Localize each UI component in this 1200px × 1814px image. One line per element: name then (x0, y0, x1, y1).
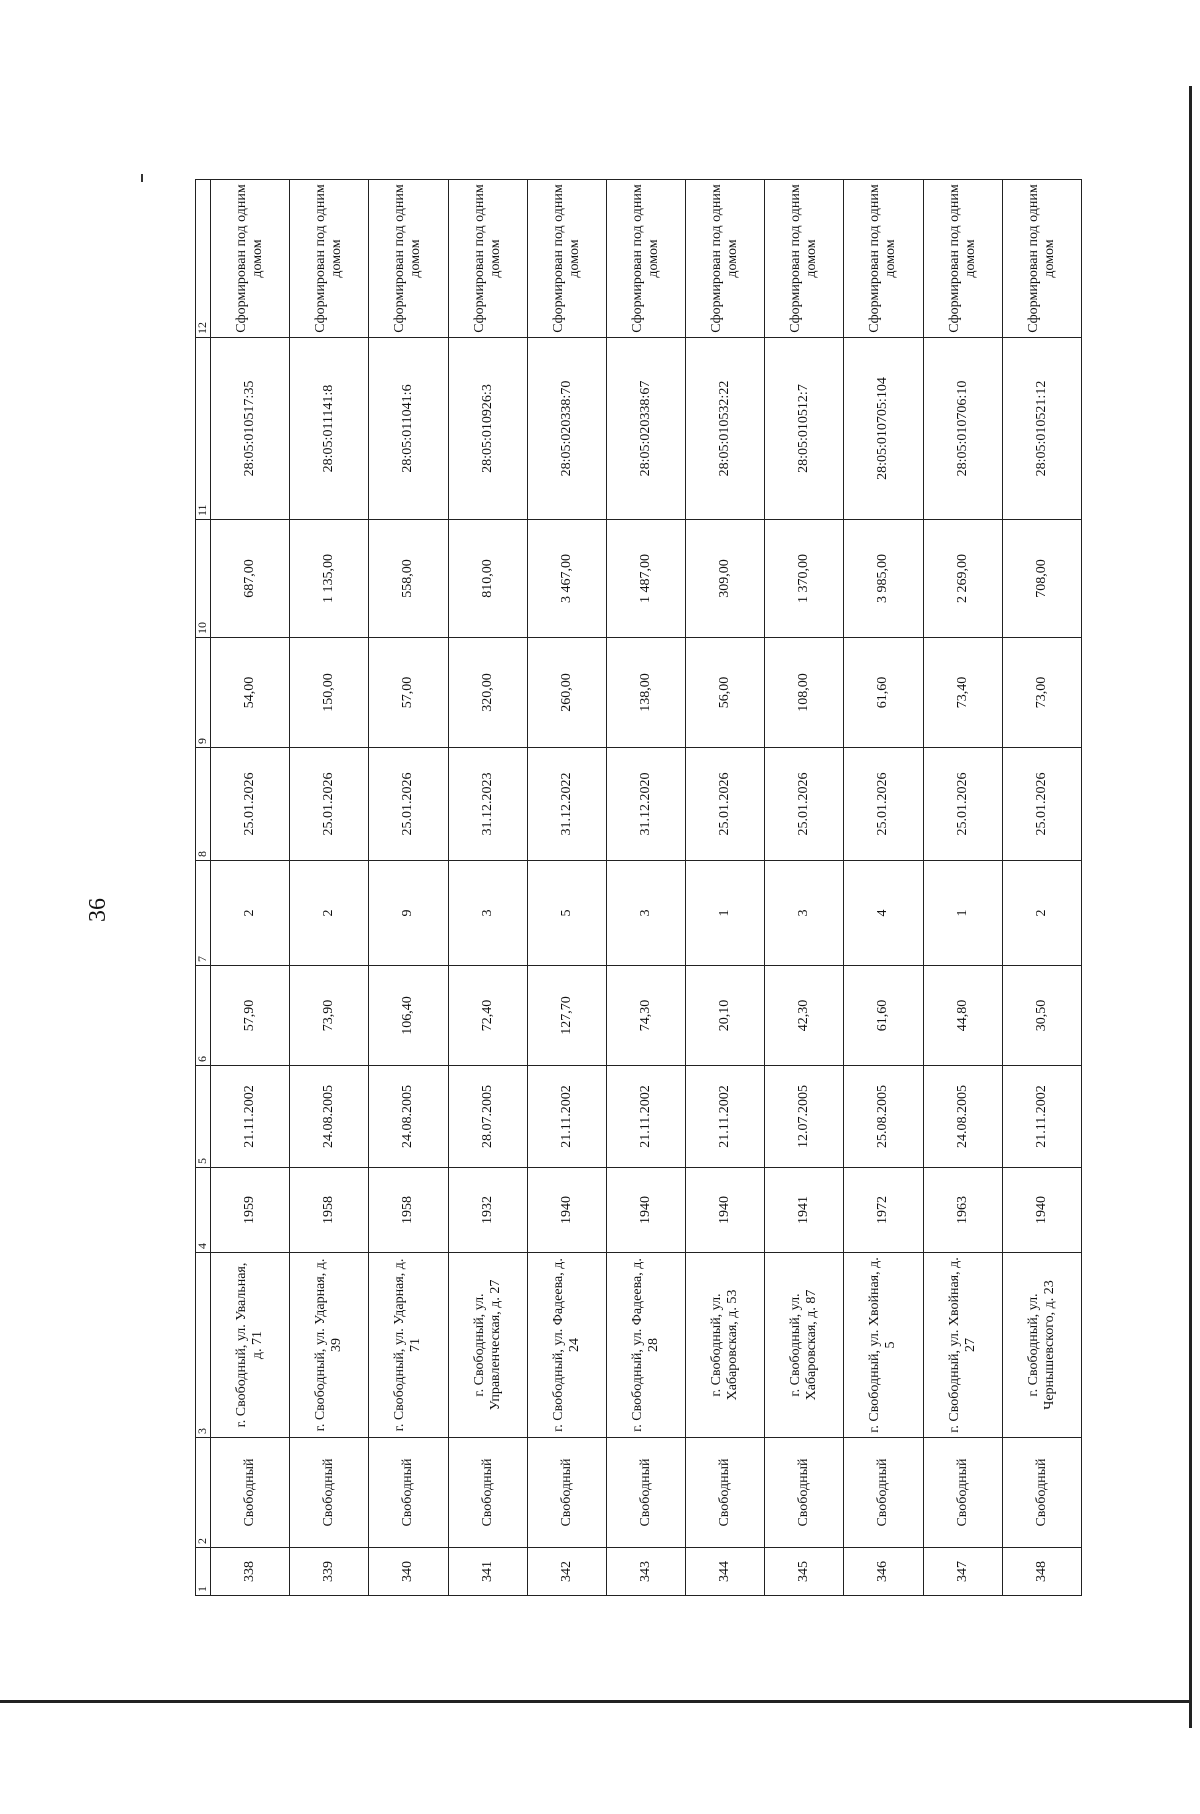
cell-total-area: 57,90 (211, 966, 290, 1066)
cell-total-area: 74,30 (606, 966, 685, 1066)
cell-row-number: 348 (1002, 1548, 1081, 1596)
cell-row-number: 338 (211, 1548, 290, 1596)
cell-row-number: 346 (844, 1548, 923, 1596)
table-row (1002, 180, 1081, 1596)
cell-relocation-deadline: 25.01.2026 (290, 748, 369, 861)
cell-row-number: 343 (606, 1548, 685, 1596)
table-row (369, 180, 448, 1596)
cell-registration-date: 21.11.2002 (686, 1066, 765, 1168)
table-row (527, 180, 606, 1596)
cell-row-number: 347 (923, 1548, 1002, 1596)
table-row (290, 180, 369, 1596)
table-body (196, 180, 1082, 1596)
cell-relocation-deadline: 25.01.2026 (686, 748, 765, 861)
cell-row-number: 340 (369, 1548, 448, 1596)
cell-land-area: 54,00 (211, 638, 290, 748)
cell-land-status: Сформирован под одним домом (844, 180, 923, 338)
cell-cadastral-number: 28:05:020338:70 (527, 338, 606, 520)
cell-settlement: Свободный (765, 1438, 844, 1548)
column-header-land-status: 12 (196, 180, 211, 338)
cell-cadastral-number: 28:05:011141:8 (290, 338, 369, 520)
cell-relocation-deadline: 31.12.2020 (606, 748, 685, 861)
cell-settlement: Свободный (606, 1438, 685, 1548)
cell-building-area: 1 370,00 (765, 520, 844, 638)
cell-settlement: Свободный (527, 1438, 606, 1548)
cell-land-area: 57,00 (369, 638, 448, 748)
cell-address: г. Свободный, ул. Хабаровская, д. 53 (686, 1253, 765, 1438)
column-header-cadastral-number: 11 (196, 338, 211, 520)
cell-settlement: Свободный (1002, 1438, 1081, 1548)
cell-cadastral-number: 28:05:011041:6 (369, 338, 448, 520)
cell-total-area: 73,90 (290, 966, 369, 1066)
cell-apartments-count: 5 (527, 861, 606, 966)
cell-year-built: 1963 (923, 1168, 1002, 1253)
cell-total-area: 61,60 (844, 966, 923, 1066)
cell-land-status: Сформирован под одним домом (448, 180, 527, 338)
housing-register-table (195, 179, 1082, 1596)
cell-cadastral-number: 28:05:010517:35 (211, 338, 290, 520)
cell-total-area: 44,80 (923, 966, 1002, 1066)
cell-land-status: Сформирован под одним домом (923, 180, 1002, 338)
cell-apartments-count: 1 (923, 861, 1002, 966)
page-number: 36 (85, 898, 111, 922)
cell-cadastral-number: 28:05:010706:10 (923, 338, 1002, 520)
cell-settlement: Свободный (369, 1438, 448, 1548)
cell-total-area: 106,40 (369, 966, 448, 1066)
cell-row-number: 344 (686, 1548, 765, 1596)
cell-year-built: 1958 (290, 1168, 369, 1253)
cell-land-status: Сформирован под одним домом (290, 180, 369, 338)
cell-address: г. Свободный, ул. Чернышевского, д. 23 (1002, 1253, 1081, 1438)
cell-building-area: 1 487,00 (606, 520, 685, 638)
cell-apartments-count: 3 (448, 861, 527, 966)
table-row (211, 180, 290, 1596)
cell-registration-date: 21.11.2002 (1002, 1066, 1081, 1168)
cell-land-area: 108,00 (765, 638, 844, 748)
column-header-row-number: 1 (196, 1548, 211, 1596)
cell-year-built: 1940 (686, 1168, 765, 1253)
rotated-table-wrapper (195, 180, 1082, 1596)
header-row (196, 180, 211, 1596)
column-header-land-area: 9 (196, 638, 211, 748)
cell-registration-date: 25.08.2005 (844, 1066, 923, 1168)
cell-row-number: 339 (290, 1548, 369, 1596)
cell-building-area: 1 135,00 (290, 520, 369, 638)
cell-total-area: 20,10 (686, 966, 765, 1066)
cell-land-status: Сформирован под одним домом (686, 180, 765, 338)
cell-apartments-count: 3 (765, 861, 844, 966)
cell-land-status: Сформирован под одним домом (369, 180, 448, 338)
cell-settlement: Свободный (686, 1438, 765, 1548)
cell-total-area: 127,70 (527, 966, 606, 1066)
cell-land-area: 320,00 (448, 638, 527, 748)
cell-land-area: 73,00 (1002, 638, 1081, 748)
table-row (448, 180, 527, 1596)
cell-settlement: Свободный (844, 1438, 923, 1548)
cell-land-status: Сформирован под одним домом (211, 180, 290, 338)
page-border-bottom (0, 1700, 1192, 1703)
cell-land-area: 138,00 (606, 638, 685, 748)
cell-apartments-count: 4 (844, 861, 923, 966)
cell-land-status: Сформирован под одним домом (1002, 180, 1081, 338)
cell-total-area: 42,30 (765, 966, 844, 1066)
cell-total-area: 30,50 (1002, 966, 1081, 1066)
cell-land-area: 61,60 (844, 638, 923, 748)
cell-relocation-deadline: 25.01.2026 (369, 748, 448, 861)
column-header-apartments-count: 7 (196, 861, 211, 966)
cell-settlement: Свободный (290, 1438, 369, 1548)
column-header-settlement: 2 (196, 1438, 211, 1548)
cell-land-status: Сформирован под одним домом (606, 180, 685, 338)
cell-building-area: 3 985,00 (844, 520, 923, 638)
cell-year-built: 1940 (1002, 1168, 1081, 1253)
cell-land-area: 56,00 (686, 638, 765, 748)
cell-building-area: 309,00 (686, 520, 765, 638)
cell-registration-date: 24.08.2005 (923, 1066, 1002, 1168)
cell-cadastral-number: 28:05:010512:7 (765, 338, 844, 520)
cell-row-number: 345 (765, 1548, 844, 1596)
cell-cadastral-number: 28:05:010705:104 (844, 338, 923, 520)
cell-relocation-deadline: 25.01.2026 (1002, 748, 1081, 861)
table-row (606, 180, 685, 1596)
cell-apartments-count: 2 (290, 861, 369, 966)
cell-cadastral-number: 28:05:010926:3 (448, 338, 527, 520)
cell-year-built: 1941 (765, 1168, 844, 1253)
cell-address: г. Свободный, ул. Фадеева, д. 24 (527, 1253, 606, 1438)
cell-relocation-deadline: 25.01.2026 (765, 748, 844, 861)
cell-relocation-deadline: 25.01.2026 (211, 748, 290, 861)
cell-land-status: Сформирован под одним домом (765, 180, 844, 338)
cell-apartments-count: 2 (1002, 861, 1081, 966)
cell-row-number: 341 (448, 1548, 527, 1596)
cell-settlement: Свободный (448, 1438, 527, 1548)
table-row (765, 180, 844, 1596)
cell-total-area: 72,40 (448, 966, 527, 1066)
cell-registration-date: 21.11.2002 (606, 1066, 685, 1168)
cell-cadastral-number: 28:05:020338:67 (606, 338, 685, 520)
cell-relocation-deadline: 25.01.2026 (844, 748, 923, 861)
column-header-relocation-deadline: 8 (196, 748, 211, 861)
cell-address: г. Свободный, ул. Ударная, д. 39 (290, 1253, 369, 1438)
cell-registration-date: 12.07.2005 (765, 1066, 844, 1168)
cell-registration-date: 24.08.2005 (290, 1066, 369, 1168)
column-header-registration-date: 5 (196, 1066, 211, 1168)
cell-building-area: 2 269,00 (923, 520, 1002, 638)
scan-mark (141, 174, 143, 182)
cell-cadastral-number: 28:05:010521:12 (1002, 338, 1081, 520)
cell-year-built: 1958 (369, 1168, 448, 1253)
cell-year-built: 1940 (527, 1168, 606, 1253)
cell-land-area: 260,00 (527, 638, 606, 748)
cell-settlement: Свободный (211, 1438, 290, 1548)
column-header-address: 3 (196, 1253, 211, 1438)
cell-land-area: 73,40 (923, 638, 1002, 748)
cell-apartments-count: 1 (686, 861, 765, 966)
table-row (923, 180, 1002, 1596)
cell-land-area: 150,00 (290, 638, 369, 748)
cell-registration-date: 21.11.2002 (527, 1066, 606, 1168)
cell-settlement: Свободный (923, 1438, 1002, 1548)
cell-address: г. Свободный, ул. Ударная, д. 71 (369, 1253, 448, 1438)
column-header-year-built: 4 (196, 1168, 211, 1253)
table-row (844, 180, 923, 1596)
cell-relocation-deadline: 25.01.2026 (923, 748, 1002, 861)
cell-year-built: 1940 (606, 1168, 685, 1253)
column-header-building-area: 10 (196, 520, 211, 638)
cell-relocation-deadline: 31.12.2023 (448, 748, 527, 861)
cell-apartments-count: 2 (211, 861, 290, 966)
cell-registration-date: 24.08.2005 (369, 1066, 448, 1168)
page-border-right (1189, 86, 1192, 1728)
cell-year-built: 1959 (211, 1168, 290, 1253)
cell-building-area: 3 467,00 (527, 520, 606, 638)
cell-registration-date: 21.11.2002 (211, 1066, 290, 1168)
cell-registration-date: 28.07.2005 (448, 1066, 527, 1168)
cell-address: г. Свободный, ул. Увальная, д. 71 (211, 1253, 290, 1438)
cell-address: г. Свободный, ул. Хабаровская, д. 87 (765, 1253, 844, 1438)
column-header-total-area: 6 (196, 966, 211, 1066)
cell-building-area: 687,00 (211, 520, 290, 638)
cell-land-status: Сформирован под одним домом (527, 180, 606, 338)
cell-building-area: 558,00 (369, 520, 448, 638)
table-row (686, 180, 765, 1596)
cell-year-built: 1932 (448, 1168, 527, 1253)
cell-apartments-count: 3 (606, 861, 685, 966)
cell-address: г. Свободный, ул. Управленческая, д. 27 (448, 1253, 527, 1438)
cell-apartments-count: 9 (369, 861, 448, 966)
cell-address: г. Свободный, ул. Хвойная, д. 5 (844, 1253, 923, 1438)
cell-building-area: 810,00 (448, 520, 527, 638)
cell-relocation-deadline: 31.12.2022 (527, 748, 606, 861)
cell-cadastral-number: 28:05:010532:22 (686, 338, 765, 520)
cell-row-number: 342 (527, 1548, 606, 1596)
cell-address: г. Свободный, ул. Хвойная, д. 27 (923, 1253, 1002, 1438)
cell-building-area: 708,00 (1002, 520, 1081, 638)
cell-address: г. Свободный, ул. Фадеева, д. 28 (606, 1253, 685, 1438)
cell-year-built: 1972 (844, 1168, 923, 1253)
